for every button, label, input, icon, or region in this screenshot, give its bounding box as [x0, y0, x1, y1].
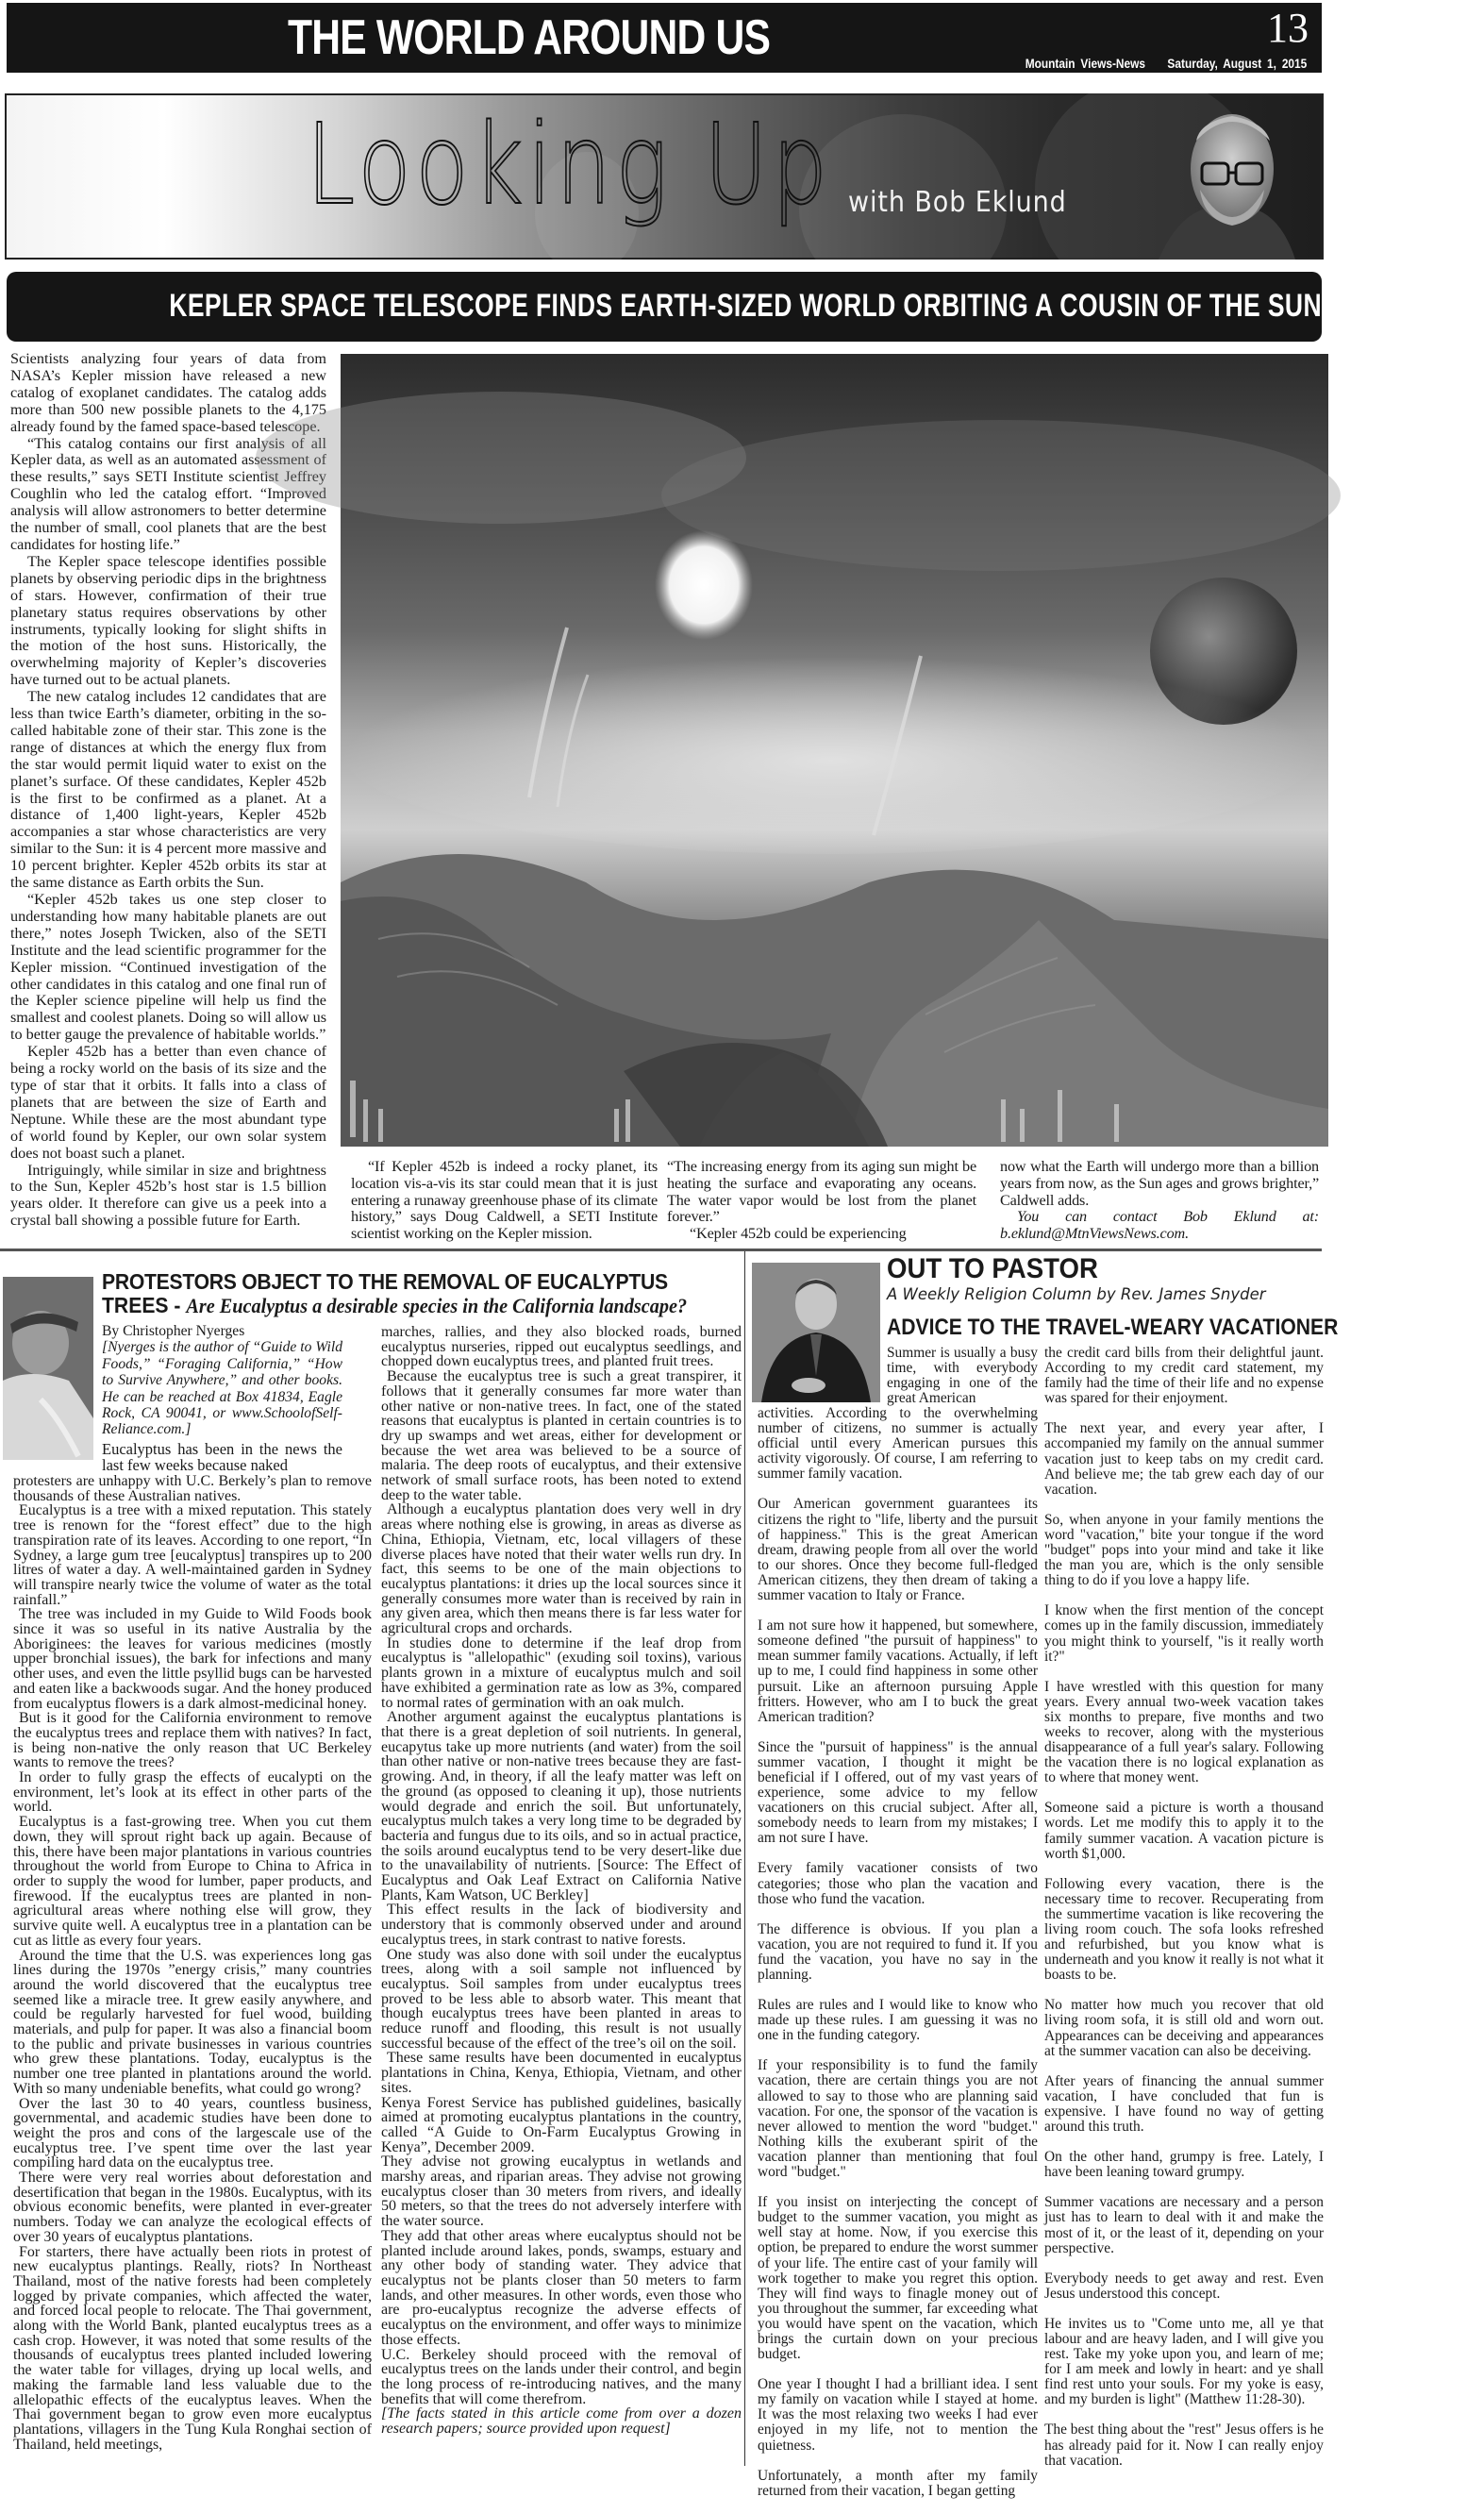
pastor-left-column [758, 1406, 1038, 2514]
paragraph: These same results have been documented in eucalyptus plantations in China, Kenya, Ethiopia, Vietnam, and other sites. [381, 2050, 742, 2096]
paragraph: Although a eucalyptus plantation does very well in dry areas where nothing else is growing, in areas as diverse as China, Ethiopia, Vietnam, etc, local villagers of these diverse places have noted that their water wells run dry. In fact, this seems to be one of the main objections to eucalyptus plantations: it dries up the local sources since it generally consumes more water than is received by rain in any given area, which then means there is far less water for agricultural crops and orchards. [381, 1501, 742, 1637]
pastor-headline: ADVICE TO THE TRAVEL-WEARY VACATIONER [887, 1315, 1339, 1340]
paragraph: They advise not growing eucalyptus in wetlands and marshy areas, and riparian areas. They advise not growing eucalyptus closer than 30 meters from rivers, and ideally 50 meters, so that the trees do not adversely interfere with the water source. [381, 2154, 742, 2230]
paragraph: Over the last 30 to 40 years, countless business, governmental, and academic studies have been done to weight the pros and cons of the largescale use of the eucalyptus tree. I’ve spent time over the last year compiling hard data on the eucalyptus tree. [13, 2095, 372, 2171]
eucalyptus-subhead: Are Eucalyptus a desirable species in the California landscape? [186, 1294, 688, 1317]
paragraph: Summer vacations are necessary and a person just has to learn to deal with it and make the most of it, or the least of it, depending on your perspective. [1044, 2194, 1324, 2256]
paragraph: U.C. Berkeley should proceed with the removal of eucalyptus trees on the lands under their control, and begin the long process of re-introducing natives, and the many benefits that will come therefrom. [381, 2346, 742, 2407]
paragraph: They add that other areas where eucalyptus should not be planted include around lakes, ponds, swamps, estuary and any other body of standing water. They advice that eucalyptus not be plants closer than 50 meters to farm lands, and other measures. In other words, even those who are pro-eucalyptus recognize the adverse effects of eucalyptus on the environment, and offer ways to minimize those effects. [381, 2227, 742, 2348]
section-title: THE WORLD AROUND US [288, 10, 771, 65]
planet-landscape-illustration [341, 354, 1328, 1147]
column-title: Looking Up [307, 99, 832, 229]
paragraph: Summer is usually a busy time, with everybody engaging in one of the great American [887, 1345, 1038, 1407]
paragraph: Eucalyptus is a tree with a mixed reputation. This stately tree is renown for the “forest effect” due to the high transpiration rate of its leaves. According to one report, “In Sydney, a large gum tree [eucalyptus] transpires up to 200 litres of water a day. A well-maintained garden in Sydney will transpire nearly twice the volume of water as the total rainfall.” [13, 1502, 372, 1608]
paragraph: Rules are rules and I would like to know who made up these rules. I am guessing it was no one in the funding category. [758, 1997, 1038, 2044]
article-footnote: [The facts stated in this article come from over a dozen research papers; source provided upon request] [381, 2405, 742, 2438]
paragraph: marches, rallies, and they also blocked roads, burned eucalyptus nurseries, ripped out eucalyptus seedlings, and chopped down eucalyptus trees, and planted fruit trees. [381, 1324, 742, 1370]
paragraph: Because the eucalyptus tree is such a great transpirer, it follows that it generally consumes far more water than other native or non-native trees. In fact, one of the stated reasons that eucalyptus is planted in certain countries is to dry up swamps and wet areas, either for development or because the wet area was believed to be a source of malaria. The deep roots of eucalyptus, and their extensive network of small surface roots, has been noted to extend deep to the water table. [381, 1368, 742, 1503]
paragraph: I am not sure how it happened, but somewhere, someone defined "the pursuit of happiness" to mean summer family vacations. Actually, if left up to me, I could find happiness in some other pursuit. Like an afternoon pursuing Apple fritters. However, who am I to buck the great American tradition? [758, 1617, 1038, 1725]
paragraph: After years of financing the annual summer vacation, I have concluded that fun is expensive. I have found no way of getting around this truth. [1044, 2072, 1324, 2136]
column-subtitle: A Weekly Religion Column by Rev. James Snyder [887, 1285, 1266, 1303]
issue-date: Saturday, August 1, 2015 [1167, 56, 1307, 71]
kepler-article-column-4 [1000, 1159, 1319, 1243]
looking-up-banner [5, 93, 1324, 260]
paragraph: I have wrestled with this question for many years. Every annual two-week vacation takes six months to prepare, five months and two weeks to recover, along with the mysterious disappearance of a full year's salary. Following the vacation there is no logical explanation as to where that money went. [1044, 1678, 1324, 1786]
paragraph: “This catalog contains our first analysis of all Kepler data, as well as an automated assessment of these results,” says SETI Institute scientist Jeffrey Coughlin who led the catalog effort. “Improved analysis will allow astronomers to better determine the number of small, cool planets that are the best candidates for hosting life.” [10, 434, 326, 553]
eucalyptus-left-column [13, 1474, 372, 2452]
paragraph: now what the Earth will undergo more than a billion years from now, as the Sun ages and grows brighter,” Caldwell adds. [1000, 1158, 1319, 1209]
paragraph: The new catalog includes 12 candidates that are less than twice Earth’s diameter, orbiting in the so-called habitable zone of their star. This zone is the range of distances at which the energy flux from the star would permit liquid water to exist on the planet’s surface. Of these candidates, Kepler 452b is the first to be confirmed as a planet. At a distance of 1,400 light-years, Kepler 452b accompanies a star whose characteristics are very similar to the Sun: it is 4 percent more massive and 10 percent brighter. Kepler 452b orbits its star at the same distance as Earth orbits the Sun. [10, 688, 326, 892]
paragraph: For starters, there have actually been riots in protest of new eucalyptus plantings. Really, riots? In Northeast Thailand, most of the native forests had been completely logged by private companies, which affected the water, and forced local people to relocate. The Thai government, along with the World Bank, planted eucalyptus trees as a cash crop. However, it was noted that some results of the thousands of eucalyptus trees planted included lowering the water table for villages, drying up local wells, and making the farmable land less valuable due to the allelopathic effects of the eucalyptus leaves. When the Thai government began to grow even more eucalyptus plantations, villagers in the Tung Kula Ronghai section of Thailand, held meetings, [13, 2243, 372, 2453]
column-byline: with Bob Eklund [848, 186, 1067, 219]
paragraph: The Kepler space telescope identifies possible planets by observing periodic dips in the brightness of stars. However, confirmation of their true planetary status requires observations by other instruments, typically looking for slight shifts in the motion of the host suns. Historically, the overwhelming majority of Kepler’s discoveries have turned out to be actual planets. [10, 552, 326, 689]
paragraph: I know when the first mention of the concept comes up in the family discussion, immediately you might think to yourself, "is it really worth it?" [1044, 1602, 1324, 1665]
page-number: 13 [1267, 5, 1309, 51]
column-divider [744, 1251, 745, 2466]
eucalyptus-byline [102, 1323, 342, 1438]
eucalyptus-right-column [381, 1325, 742, 2437]
author-name: By Christopher Nyerges [102, 1323, 245, 1339]
kepler-headline-bar [7, 272, 1322, 342]
paragraph: If your responsibility is to fund the family vacation, there are certain things you are not allowed to say to those who are planning said vacation. For one, the sponsor of the vacation is never allowed to mention the word "budget." Nothing kills the exuberant spirit of the vacation planner than mentioning that foul word "budget." [758, 2057, 1038, 2181]
paragraph: Kepler 452b has a better than even chance of being a rocky world on the basis of its size and the type of star that it orbits. It falls into a class of planets that are between the size of Earth and Neptune. While these are the most abundant type of world found by Kepler, our own solar system does not boast such a planet. [10, 1043, 326, 1162]
kepler-article-column-3 [667, 1159, 976, 1243]
paragraph: “The increasing energy from its aging sun might be heating the surface and evaporating any oceans. The water vapor would be lost from the planet forever.” [667, 1158, 976, 1226]
masthead [7, 3, 1322, 73]
paragraph: Since the "pursuit of happiness" is the annual summer vacation, I thought it might be beneficial if I offered, out of my vast years of experience, some advice to my fellow vacationers on this crucial subject. After all, somebody needs to learn from my mistakes; I am not sure I have. [758, 1738, 1038, 1847]
paragraph: Scientists analyzing four years of data from NASA’s Kepler mission have released a new catalog of exoplanet candidates. The catalog adds more than 500 new possible planets to the 4,175 already found by the famed space-based telescope. [10, 350, 326, 435]
paragraph: He invites us to "Come unto me, all ye that labour and are heavy laden, and I will give you rest. Take my yoke upon you, and learn of me; for I am meek and lowly in heart: and ye shall find rest unto your souls. For my yoke is easy, and my burden is light" (Matthew 11:28-30). [1044, 2315, 1324, 2408]
kepler-headline: KEPLER SPACE TELESCOPE FINDS EARTH-SIZED WORLD ORBITING A COUSIN OF THE SUN [169, 288, 1323, 324]
paragraph: No matter how much you recover that old living room sofa, it is still old and worn out. Appearances can be deceiving and appearances at the summer vacation can also be deceiving. [1044, 1997, 1324, 2059]
paragraph: The difference is obvious. If you plan a vacation, you are not required to fund it. If you fund the vacation, you have no say in the planning. [758, 1920, 1038, 1983]
paragraph: Eucalyptus is a fast-growing tree. When you cut them down, they will sprout right back up again. Because of this, there have been major plantations in various countries throughout the world from Europe to China to Africa in order to supply the wood for lumber, paper products, and firewood. If the eucalyptus trees are planted in non-agricultural areas where nothing else will grow, they survive quite well. A eucalyptus tree in a plantation can be cut as little as every four years. [13, 1814, 372, 1949]
paragraph: “Kepler 452b could be experiencing [690, 1225, 907, 1243]
paragraph: One study was also done with soil under the eucalyptus trees, along with a soil sample not influenced by eucalyptus. Soil samples from under eucalyptus trees proved to be less able to absorb water. This meant that though eucalyptus trees have been planted in areas to reduce runoff and flooding, this result is not usually successful because of the effect of the tree’s oil on the soil. [381, 1946, 742, 2052]
kepler-452b-illustration [341, 354, 1328, 1147]
paragraph: On the other hand, grumpy is free. Lately, I have been leaning toward grumpy. [1044, 2149, 1324, 2181]
paragraph: If you insist on interjecting the concept of budget to the summer vacation, you might as well stay at home. Now, if you exercise this option, be prepared to endure the worst summer of your life. The entire cast of your family will work together to make you regret this option. They will find ways to finagle money out of you throughout the summer, far exceeding what you would have spent on the vacation, which brings the curtain down on your precious budget. [758, 2194, 1038, 2363]
paragraph: This effect results in the lack of biodiversity and understory that is commonly observed under and around eucalyptus trees, in stark contrast to native forests. [381, 1902, 742, 1948]
eucalyptus-headline: PROTESTORS OBJECT TO THE REMOVAL OF EUCALYPTUS [102, 1269, 668, 1294]
paragraph: Our American government guarantees its citizens the right to "life, liberty and the pursuit of happiness." This is the great American dream, drawing people from all over the world to our shores. Once they become full-fledged American citizens, they then dream of taking a summer vacation to Italy or France. [758, 1496, 1038, 1604]
paragraph: There were very real worries about deforestation and desertification that began in the 1980s. Eucalyptus, with its obvious economic benefits, were planted in ever-greater numbers. Today we can analyze the ecological effects of over 30 years of eucalyptus plantations. [13, 2170, 372, 2245]
paragraph: So, when anyone in your family mentions the word "vacation," bite your tongue if the word "budget" pops into your mind and take it like the man you are, which is the only sensible thing to do if you love a happy life. [1044, 1511, 1324, 1589]
kepler-article-column-2 [351, 1159, 658, 1243]
paragraph: Someone said a picture is worth a thousand words. Let me modify this to apply it to the family summer vacation. A vacation picture is worth $1,000. [1044, 1800, 1324, 1862]
paragraph: the credit card bills from their delightful jaunt. According to my credit card statement, my family had the time of their life and no expense was spared for their enjoyment. [1044, 1345, 1324, 1407]
author-photo-image [752, 1263, 880, 1402]
paragraph: Kenya Forest Service has published guidelines, basically aimed at promoting eucalyptus plantations in the country, called “A Guide to On-Farm Eucalyptus Growing in Kenya”, December 2009. [381, 2094, 742, 2155]
paragraph: Unfortunately, a month after my family returned from their vacation, I began getting [758, 2467, 1038, 2499]
paragraph: One year I thought I had a brilliant idea. I sent my family on vacation while I stayed at home. It was the most relaxing two weeks I had ever enjoyed in my life, not to mention the quietness. [758, 2376, 1038, 2454]
author-photo-christopher-nyerges [3, 1277, 93, 1460]
paragraph: activities. According to the overwhelming number of citizens, no summer is actually official until every American pursues this activity vigorously. Of course, I am referring to summer family vacation. [758, 1405, 1038, 1483]
publication-name: Mountain Views-News [1025, 56, 1145, 71]
eucalyptus-headline-cont: TREES - [102, 1293, 187, 1317]
section-divider [0, 1249, 1322, 1251]
paragraph: Intriguingly, while similar in size and brightness to the Sun, Kepler 452b’s host star is 1.5 billion years older. It therefore can give us a peek into a crystal ball showing a possible future for Earth. [10, 1161, 326, 1230]
paragraph: In order to fully grasp the effects of eucalypti on the environment, let’s look at its effect in other parts of the world. [13, 1769, 372, 1816]
paragraph: Another argument against the eucalyptus plantations is that there is a great depletion of soil nutrients. In general, eucapytus take up more nutrients (and water) from the soil than other native or non-native trees because they are fast-growing. And, in theory, if all the leafy matter was left on the ground (as opposed to cleaning it up), those nutrients would degrade and enrich the soil. But unfortunately, eucalyptus mulch takes a very long time to be degraded by bacteria and fungus due to its oils, and so in actual practice, the soils around eucalyptus tend to be very desert-like due to the unavailability of nutrients. [Source: The Effect of Eucalyptus and Oak Leaf Extract on California Native Plants, Kam Watson, UC Berkley] [381, 1709, 742, 1903]
paragraph: protesters are unhappy with U.C. Berkely’s plan to remove thousands of these Australian natives. [13, 1473, 372, 1504]
paragraph: The next year, and every year after, I accompanied my family on the annual summer vacation just to keep tabs on my credit card. And believe me; the tab grew each day of our vacation. [1044, 1420, 1324, 1498]
author-bio: [Nyerges is the author of “Guide to Wild Foods,” “Foraging California,” “How to Survive Anywhere,” and other books. He can be reached at Box 41834, Eagle Rock, CA 90041, or www.SchoolofSelf-Reliance.com.] [102, 1339, 342, 1438]
paragraph: Around the time that the U.S. was experiences long gas lines during the 1970s ”energy crisis,” many countries around the world discovered that the eucalyptus tree seemed like a miracle tree. It grew easily anywhere, and could be regularly harvested for fuel wood, building materials, and pulp for paper. It was also a financial boom to the public and private businesses in various countries who grew these plantations. Today, eucalyptus is the number one tree planted in plantations around the world. With so many undeniable benefits, what could go wrong? [13, 1947, 372, 2097]
author-photo-image [3, 1277, 93, 1460]
author-contact: You can contact Bob Eklund at: b.eklund@MtnViewsNews.com. [1000, 1208, 1319, 1243]
dateline [1025, 56, 1307, 71]
paragraph: The best thing about the "rest" Jesus offers is he has already paid for it. Now I can really enjoy that vacation. [1044, 2422, 1324, 2469]
author-portrait-image [1159, 103, 1295, 260]
paragraph: But is it good for the California environment to remove the eucalyptus trees and replace them with natives? In fact, is being non-native the only reason that UC Berkeley wants to remove the trees? [13, 1710, 372, 1771]
pastor-right-column [1044, 1346, 1324, 2484]
paragraph: In studies done to determine if the leaf drop from eucalyptus is "allelopathic" (exuding soil toxins), various plants grown in a mixture of eucalyptus mulch and soil have exhibited a germination rate as low as 3%, compared to normal rates of germination with an oak mulch. [381, 1634, 742, 1711]
paragraph: “Kepler 452b takes us one step closer to understanding how many habitable planets are out there,” notes Joseph Twicken, also of the SETI Institute and the lead scientific programmer for the Kepler mission. “Continued investigation of the other candidates in this catalog and one final run of the Kepler science pipeline will help us find the smallest and coolest planets. Doing so will allow us to better gauge the prevalence of habitable worlds.” [10, 891, 326, 1044]
paragraph: Everybody needs to get away and rest. Even Jesus understood this concept. [1044, 2270, 1324, 2302]
paragraph: Following every vacation, there is the necessary time to recover. Recuperating from the summertime vacation is like recovering the living room couch. The sofa looks refreshed and refurbished, but you know what is underneath and you know it really is not what it boasts to be. [1044, 1875, 1324, 1984]
paragraph: “If Kepler 452b is indeed a rocky planet, its location vis-a-vis its star could mean that it is just entering a runaway greenhouse phase of its climate history,” says Doug Caldwell, a SETI Institute scientist working on the Kepler mission. [351, 1158, 658, 1243]
author-photo-james-snyder [752, 1263, 880, 1402]
paragraph: Every family vacationer consists of two categories; those who plan the vacation and those who fund the vacation. [758, 1860, 1038, 1907]
paragraph: The tree was included in my Guide to Wild Foods book since it was so useful in its native Australia by the Aboriginees: the leaves for various medicines (mostly upper bronchial issues), the bark for infections and many other uses, and even the little psyllid bugs can be harvested and eaten like a backwoods sugar. And the honey produced from eucalyptus flowers is a dark almost-medicinal honey. [13, 1606, 372, 1712]
eucalyptus-intro: Eucalyptus has been in the news the last few weeks because naked [102, 1440, 342, 1475]
eucalyptus-headline-block [102, 1270, 743, 1317]
column-title: OUT TO PASTOR [887, 1253, 1098, 1284]
